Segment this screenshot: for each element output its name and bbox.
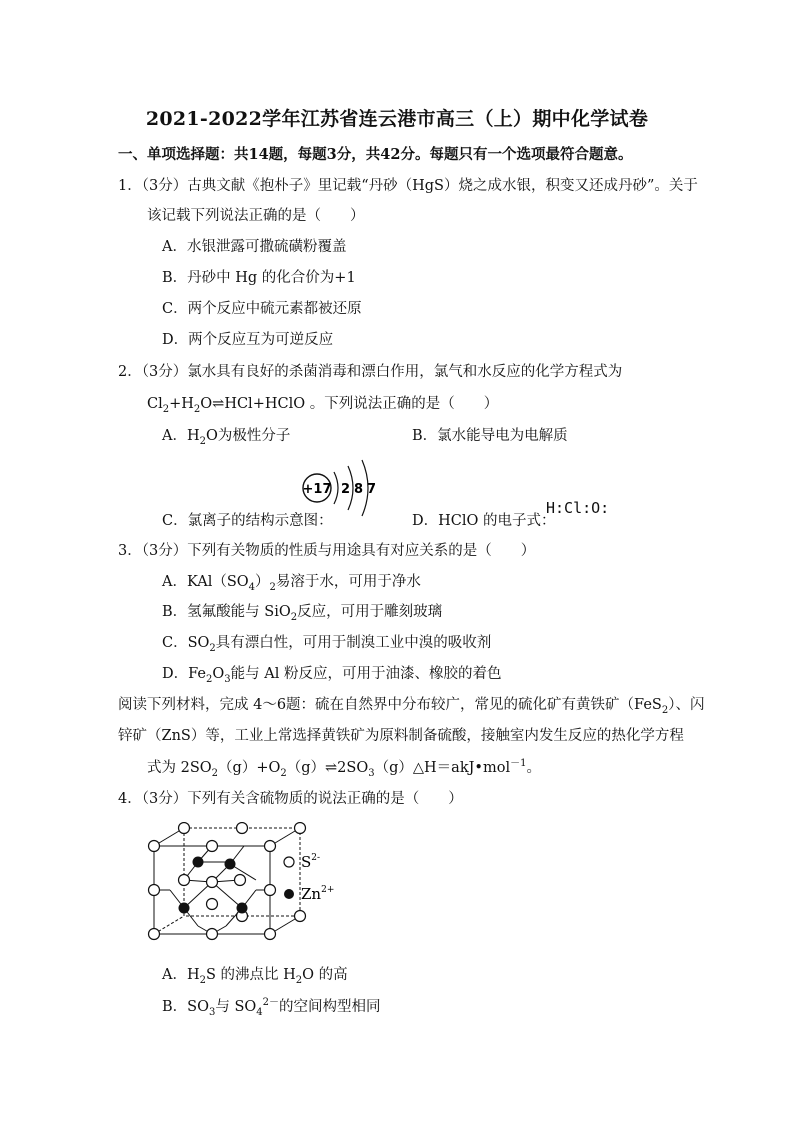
legend-s-marker (284, 857, 294, 867)
legend-zn-marker (284, 889, 294, 899)
q1-option-b: B．丹砂中 Hg 的化合价为+1 (162, 270, 356, 286)
shell-electrons-1: 2 (341, 482, 351, 497)
reading-line2: 锌矿（ZnS）等，工业上常选择黄铁矿为原料制备硫酸，接触室内发生反应的热化学方程 (118, 728, 684, 744)
q4-stem: 4．（3分）下列有关含硫物质的说法正确的是（ ） (118, 791, 463, 807)
shell-electrons-2: 8 (354, 482, 364, 497)
q4-option-b: B．$SO_3$与 $SO_4^{2-}$的空间构型相同 (162, 997, 381, 1018)
q2-option-d: D．HClO 的电子式： (412, 513, 556, 529)
q2-option-c: C．氯离子的结构示意图： (162, 513, 333, 529)
q3-stem: 3．（3分）下列有关物质的性质与用途具有对应关系的是（ ） (118, 543, 536, 559)
q1-stem-line1: 1．（3分）古典文献《抱朴子》里记载“丹砂（HgS）烧之成水银，积变又还成丹砂”。关于 (118, 178, 698, 194)
reading-line1: 阅读下列材料，完成 4～6题：硫在自然界中分布较广，常见的硫化矿有黄铁矿（FeS$_2$）、闪 (118, 697, 705, 716)
legend-s-label: $S^{2-}$ (301, 853, 321, 871)
hclo-electron-formula: H:Cl:O: (546, 499, 610, 517)
cell-front-face (154, 846, 270, 934)
q2-equation: $Cl_2+H_2O\rightleftharpoons HCl+HClO$ 。下列说法正确的是（ ） (147, 396, 499, 415)
q3-option-b: B．氢氟酸能与 SiO$_2$反应，可用于雕刻玻璃 (162, 604, 443, 623)
q1-stem-line2: 该记载下列说法正确的是（ ） (147, 208, 365, 224)
q2-stem-line1: 2．（3分）氯水具有良好的杀菌消毒和漂白作用，氯气和水反应的化学方程式为 (118, 364, 623, 380)
reading-line3: 式为 $2SO_2(g)+O_2(g)\rightleftharpoons 2SO_3(g)\triangle H=akJ•mol^{-1}$。 (147, 758, 541, 779)
page-title: 2021-2022学年江苏省连云港市高三（上）期中化学试卷 (145, 108, 649, 130)
nucleus-charge: +17 (302, 482, 332, 497)
q3-option-a: A．$KAl(SO_4)_2$易溶于水，可用于净水 (162, 574, 421, 593)
q1-option-a: A．水银泄露可撒硫磺粉覆盖 (162, 239, 347, 255)
q3-option-d: D．$Fe_2O_3$能与 Al 粉反应，可用于油漆、橡胶的着色 (162, 666, 502, 685)
section-heading: 一、单项选择题：共14题，每题3分，共42分。每题只有一个选项最符合题意。 (118, 146, 633, 163)
shell-electrons-3: 7 (367, 482, 377, 497)
zns-crystal-cell-diagram (140, 822, 355, 954)
shell-arc-1 (334, 472, 338, 504)
q4-option-a: A．$H_2S$ 的沸点比 $H_2O$ 的高 (162, 967, 348, 986)
q2-option-a: A．$H_2O$为极性分子 (162, 428, 291, 447)
q1-option-d: D．两个反应互为可逆反应 (162, 332, 334, 348)
q1-option-c: C．两个反应中硫元素都被还原 (162, 301, 362, 317)
legend-zn-label: $Zn^{2+}$ (301, 885, 335, 903)
q3-option-c: C．$SO_2$具有漂白性，可用于制溴工业中溴的吸收剂 (162, 635, 492, 654)
q2-option-b: B．氯水能导电为电解质 (412, 428, 568, 444)
